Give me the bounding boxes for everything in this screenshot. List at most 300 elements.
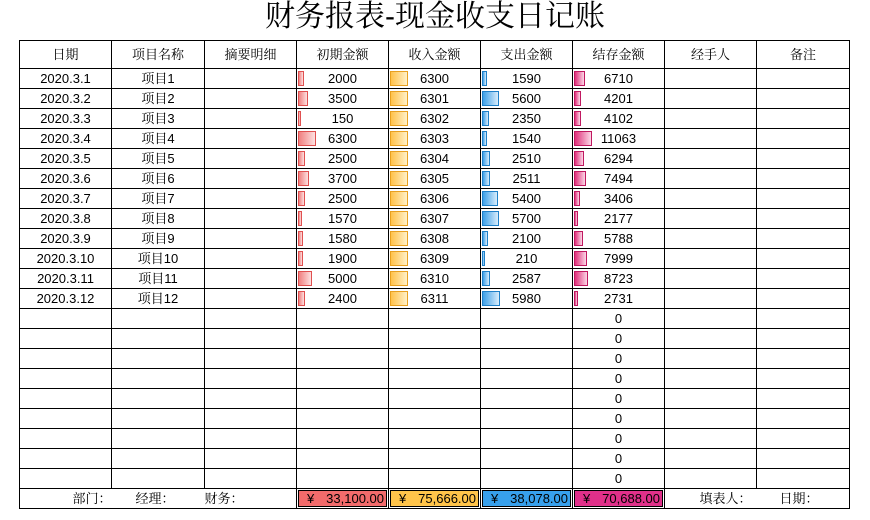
cell-summary[interactable] <box>205 89 297 109</box>
cell-summary[interactable] <box>205 229 297 249</box>
cell-balance-value: 2177 <box>604 211 633 226</box>
header-remark: 备注 <box>757 41 850 69</box>
cell-expense-databar <box>482 251 485 266</box>
cell-balance-databar <box>574 231 583 246</box>
header-row <box>20 41 850 69</box>
cell-handler[interactable] <box>665 229 757 249</box>
empty-cell[interactable] <box>665 369 757 389</box>
cell-date[interactable]: 2020.3.1 <box>20 69 112 89</box>
empty-cell[interactable] <box>665 469 757 489</box>
cell-opening-databar <box>298 71 304 86</box>
empty-cell[interactable] <box>112 449 205 469</box>
cell-opening-value: 1900 <box>328 251 357 266</box>
cell-balance-empty[interactable]: 0 <box>573 469 665 489</box>
cell-opening-databar <box>298 271 312 286</box>
cell-handler[interactable] <box>665 269 757 289</box>
cell-expense-value: 5600 <box>512 91 541 106</box>
filler-label: 填表人： <box>699 491 752 506</box>
cell-income-databar <box>390 191 408 206</box>
empty-cell[interactable] <box>481 449 573 469</box>
header-handler: 经手人 <box>665 41 757 69</box>
empty-cell[interactable] <box>665 349 757 369</box>
cell-balance-databar <box>574 91 581 106</box>
empty-cell[interactable] <box>481 349 573 369</box>
cell-balance-value: 11063 <box>600 131 637 146</box>
cell-income[interactable] <box>389 149 481 169</box>
empty-cell[interactable] <box>297 309 389 329</box>
cell-income[interactable] <box>389 169 481 189</box>
cash-ledger-table <box>19 40 850 509</box>
cell-balance[interactable] <box>573 229 665 249</box>
empty-cell[interactable] <box>20 469 112 489</box>
cell-item-name[interactable]: 项目4 <box>112 129 205 149</box>
cell-item-name[interactable]: 项目1 <box>112 69 205 89</box>
cell-balance-databar <box>574 291 578 306</box>
cell-opening-value: 1580 <box>328 231 357 246</box>
cell-balance[interactable] <box>573 189 665 209</box>
cell-item-name[interactable]: 项目9 <box>112 229 205 249</box>
empty-cell[interactable] <box>20 429 112 449</box>
cell-remark[interactable] <box>757 209 850 229</box>
cell-opening[interactable] <box>297 229 389 249</box>
total-balance-value: 70,688.00 <box>602 491 660 506</box>
cell-item-name[interactable]: 项目3 <box>112 109 205 129</box>
cell-handler[interactable] <box>665 169 757 189</box>
cell-income-databar <box>390 291 408 306</box>
empty-cell[interactable] <box>112 349 205 369</box>
empty-cell[interactable] <box>112 409 205 429</box>
cell-expense-databar <box>482 191 498 206</box>
cell-balance[interactable] <box>573 269 665 289</box>
cell-balance[interactable] <box>573 169 665 189</box>
cell-expense-databar <box>482 151 490 166</box>
cell-opening-databar <box>298 171 309 186</box>
cell-opening[interactable] <box>297 209 389 229</box>
empty-cell[interactable] <box>389 309 481 329</box>
empty-cell[interactable] <box>112 389 205 409</box>
date-label: 日期： <box>779 491 819 506</box>
cell-opening-databar <box>298 231 303 246</box>
cell-income[interactable] <box>389 209 481 229</box>
empty-cell[interactable] <box>665 389 757 409</box>
cell-balance-value: 5788 <box>604 231 633 246</box>
empty-cell[interactable] <box>20 329 112 349</box>
cell-item-name[interactable]: 项目5 <box>112 149 205 169</box>
cell-handler[interactable] <box>665 129 757 149</box>
empty-cell[interactable] <box>205 429 297 449</box>
empty-cell[interactable] <box>757 449 850 469</box>
cell-balance-value: 7999 <box>604 251 633 266</box>
empty-cell[interactable] <box>665 449 757 469</box>
empty-cell[interactable] <box>112 469 205 489</box>
empty-cell[interactable] <box>297 429 389 449</box>
cell-balance-databar <box>574 151 584 166</box>
header-opening: 初期金额 <box>297 41 389 69</box>
empty-row <box>20 349 850 369</box>
empty-cell[interactable] <box>757 349 850 369</box>
empty-cell[interactable] <box>20 309 112 329</box>
empty-cell[interactable] <box>205 309 297 329</box>
cell-date[interactable]: 2020.3.2 <box>20 89 112 109</box>
table-row <box>20 149 850 169</box>
cell-expense-value: 2510 <box>512 151 541 166</box>
cell-expense[interactable] <box>481 169 573 189</box>
empty-cell[interactable] <box>297 409 389 429</box>
cell-income-databar <box>390 271 408 286</box>
cell-expense[interactable] <box>481 109 573 129</box>
cell-expense-value: 5400 <box>512 191 541 206</box>
cell-expense-value: 5980 <box>512 291 541 306</box>
cell-income[interactable] <box>389 189 481 209</box>
cell-income[interactable] <box>389 69 481 89</box>
cell-balance-value: 3406 <box>604 191 633 206</box>
empty-cell[interactable] <box>389 329 481 349</box>
cell-expense-databar <box>482 271 490 286</box>
cell-opening[interactable] <box>297 149 389 169</box>
cell-remark[interactable] <box>757 89 850 109</box>
empty-cell[interactable] <box>112 369 205 389</box>
empty-cell[interactable] <box>297 469 389 489</box>
cell-balance[interactable] <box>573 129 665 149</box>
cell-balance[interactable] <box>573 209 665 229</box>
cell-date[interactable]: 2020.3.9 <box>20 229 112 249</box>
empty-cell[interactable] <box>205 469 297 489</box>
cell-opening[interactable] <box>297 129 389 149</box>
cell-balance-empty[interactable]: 0 <box>573 329 665 349</box>
cell-handler[interactable] <box>665 149 757 169</box>
cell-balance-empty[interactable]: 0 <box>573 349 665 369</box>
total-income-value: 75,666.00 <box>418 491 476 506</box>
empty-cell[interactable] <box>20 409 112 429</box>
cell-balance-empty[interactable]: 0 <box>573 449 665 469</box>
cell-expense[interactable] <box>481 229 573 249</box>
cell-balance[interactable] <box>573 249 665 269</box>
cell-income[interactable] <box>389 269 481 289</box>
empty-cell[interactable] <box>205 349 297 369</box>
cell-remark[interactable] <box>757 129 850 149</box>
cell-summary[interactable] <box>205 149 297 169</box>
cell-summary[interactable] <box>205 169 297 189</box>
cell-balance-value: 6710 <box>604 71 633 86</box>
cell-remark[interactable] <box>757 169 850 189</box>
table-row <box>20 189 850 209</box>
cell-income-value: 6300 <box>420 71 449 86</box>
cell-opening-value: 6300 <box>328 131 357 146</box>
cell-item-name[interactable]: 项目12 <box>112 289 205 309</box>
cell-expense[interactable] <box>481 149 573 169</box>
cell-expense-value: 2350 <box>512 111 541 126</box>
cell-remark[interactable] <box>757 109 850 129</box>
cell-summary[interactable] <box>205 109 297 129</box>
empty-row <box>20 409 850 429</box>
empty-cell[interactable] <box>481 329 573 349</box>
cell-opening-databar <box>298 211 302 226</box>
currency-symbol: ¥ <box>583 491 591 506</box>
empty-row <box>20 309 850 329</box>
table-row <box>20 229 850 249</box>
empty-cell[interactable] <box>481 389 573 409</box>
cell-handler[interactable] <box>665 109 757 129</box>
empty-cell[interactable] <box>481 369 573 389</box>
table-row <box>20 109 850 129</box>
cell-income-value: 6303 <box>420 131 449 146</box>
cell-handler[interactable] <box>665 69 757 89</box>
empty-cell[interactable] <box>112 429 205 449</box>
empty-cell[interactable] <box>205 409 297 429</box>
table-row <box>20 209 850 229</box>
cell-opening[interactable] <box>297 89 389 109</box>
table-row <box>20 129 850 149</box>
cell-expense[interactable] <box>481 249 573 269</box>
cell-balance-value: 2731 <box>604 291 633 306</box>
cell-date[interactable]: 2020.3.10 <box>20 249 112 269</box>
cell-income-databar <box>390 131 408 146</box>
empty-cell[interactable] <box>665 309 757 329</box>
empty-cell[interactable] <box>757 329 850 349</box>
cell-balance[interactable] <box>573 69 665 89</box>
cell-opening[interactable] <box>297 289 389 309</box>
empty-row <box>20 329 850 349</box>
total-income <box>389 489 481 509</box>
header-expense: 支出金额 <box>481 41 573 69</box>
cell-income-databar <box>390 91 408 106</box>
cell-item-name[interactable]: 项目8 <box>112 209 205 229</box>
cell-handler[interactable] <box>665 289 757 309</box>
empty-cell[interactable] <box>20 369 112 389</box>
cell-expense-value: 2511 <box>512 171 541 186</box>
empty-cell[interactable] <box>389 369 481 389</box>
header-balance: 结存金额 <box>573 41 665 69</box>
cell-expense-value: 2100 <box>512 231 541 246</box>
cell-expense-databar <box>482 111 489 126</box>
header-summary: 摘要明细 <box>205 41 297 69</box>
cell-summary[interactable] <box>205 269 297 289</box>
empty-cell[interactable] <box>297 329 389 349</box>
cell-income[interactable] <box>389 89 481 109</box>
cell-item-name[interactable]: 项目7 <box>112 189 205 209</box>
footer-row <box>20 489 850 509</box>
empty-cell[interactable] <box>297 369 389 389</box>
cell-opening-databar <box>298 131 316 146</box>
cell-income-value: 6308 <box>420 231 449 246</box>
signature-cell <box>20 489 297 509</box>
empty-row <box>20 469 850 489</box>
cell-expense[interactable] <box>481 189 573 209</box>
cell-opening-value: 2500 <box>328 191 357 206</box>
cell-opening[interactable] <box>297 189 389 209</box>
cell-income-value: 6304 <box>420 151 449 166</box>
cell-expense[interactable] <box>481 69 573 89</box>
cell-balance-databar <box>574 111 581 126</box>
cell-balance-empty[interactable]: 0 <box>573 409 665 429</box>
empty-cell[interactable] <box>481 309 573 329</box>
cell-balance-empty[interactable]: 0 <box>573 389 665 409</box>
cell-item-name[interactable]: 项目6 <box>112 169 205 189</box>
empty-cell[interactable] <box>297 449 389 469</box>
cell-date[interactable]: 2020.3.5 <box>20 149 112 169</box>
empty-cell[interactable] <box>112 309 205 329</box>
cell-balance-databar <box>574 71 585 86</box>
cell-income-value: 6307 <box>420 211 449 226</box>
cell-expense-databar <box>482 71 487 86</box>
cell-date[interactable]: 2020.3.6 <box>20 169 112 189</box>
cell-expense-value: 1590 <box>512 71 541 86</box>
empty-cell[interactable] <box>20 349 112 369</box>
cell-income[interactable] <box>389 229 481 249</box>
cell-balance[interactable] <box>573 109 665 129</box>
cell-balance[interactable] <box>573 89 665 109</box>
empty-cell[interactable] <box>297 349 389 369</box>
cell-date[interactable]: 2020.3.3 <box>20 109 112 129</box>
cell-opening-value: 2400 <box>328 291 357 306</box>
cell-expense[interactable] <box>481 209 573 229</box>
cell-balance-empty[interactable]: 0 <box>573 429 665 449</box>
cell-opening[interactable] <box>297 169 389 189</box>
cell-opening[interactable] <box>297 69 389 89</box>
cell-balance[interactable] <box>573 149 665 169</box>
empty-cell[interactable] <box>20 449 112 469</box>
cell-summary[interactable] <box>205 189 297 209</box>
cell-balance-empty[interactable]: 0 <box>573 309 665 329</box>
cell-opening[interactable] <box>297 249 389 269</box>
cell-item-name[interactable]: 项目10 <box>112 249 205 269</box>
cell-remark[interactable] <box>757 269 850 289</box>
empty-cell[interactable] <box>20 389 112 409</box>
empty-row <box>20 449 850 469</box>
cell-remark[interactable] <box>757 189 850 209</box>
cell-expense-databar <box>482 91 499 106</box>
empty-cell[interactable] <box>112 329 205 349</box>
cell-remark[interactable] <box>757 289 850 309</box>
cell-income-value: 6309 <box>420 251 449 266</box>
empty-cell[interactable] <box>481 429 573 449</box>
cell-balance-databar <box>574 251 587 266</box>
table-row <box>20 169 850 189</box>
empty-cell[interactable] <box>665 409 757 429</box>
empty-cell[interactable] <box>205 329 297 349</box>
cell-income-value: 6306 <box>420 191 449 206</box>
cell-income-value: 6302 <box>420 111 449 126</box>
cell-summary[interactable] <box>205 209 297 229</box>
empty-cell[interactable] <box>205 449 297 469</box>
cell-balance-empty[interactable]: 0 <box>573 369 665 389</box>
cell-expense[interactable] <box>481 269 573 289</box>
cell-balance[interactable] <box>573 289 665 309</box>
cell-item-name[interactable]: 项目2 <box>112 89 205 109</box>
empty-cell[interactable] <box>389 409 481 429</box>
empty-cell[interactable] <box>757 409 850 429</box>
cell-income[interactable] <box>389 129 481 149</box>
cell-remark[interactable] <box>757 149 850 169</box>
cell-date[interactable]: 2020.3.8 <box>20 209 112 229</box>
cell-income[interactable] <box>389 249 481 269</box>
cell-date[interactable]: 2020.3.12 <box>20 289 112 309</box>
cell-expense-databar <box>482 131 487 146</box>
cell-date[interactable]: 2020.3.4 <box>20 129 112 149</box>
table-row <box>20 289 850 309</box>
cell-opening-databar <box>298 291 305 306</box>
cell-handler[interactable] <box>665 209 757 229</box>
cell-opening-value: 5000 <box>328 271 357 286</box>
empty-cell[interactable] <box>389 469 481 489</box>
cell-expense-databar <box>482 211 499 226</box>
cell-date[interactable]: 2020.3.7 <box>20 189 112 209</box>
total-opening-value: 33,100.00 <box>326 491 384 506</box>
empty-cell[interactable] <box>757 369 850 389</box>
empty-cell[interactable] <box>205 389 297 409</box>
cell-handler[interactable] <box>665 189 757 209</box>
cell-balance-databar <box>574 191 580 206</box>
cell-expense[interactable] <box>481 289 573 309</box>
total-expense <box>481 489 573 509</box>
empty-cell[interactable] <box>389 389 481 409</box>
cell-income-databar <box>390 171 408 186</box>
cell-opening-databar <box>298 91 308 106</box>
cell-summary[interactable] <box>205 249 297 269</box>
empty-cell[interactable] <box>757 429 850 449</box>
cell-balance-databar <box>574 171 586 186</box>
cell-income-value: 6311 <box>420 291 449 306</box>
cell-date[interactable]: 2020.3.11 <box>20 269 112 289</box>
cell-income-databar <box>390 231 408 246</box>
cell-handler[interactable] <box>665 89 757 109</box>
total-opening <box>297 489 389 509</box>
table-row <box>20 249 850 269</box>
header-income: 收入金额 <box>389 41 481 69</box>
empty-cell[interactable] <box>481 469 573 489</box>
empty-cell[interactable] <box>389 349 481 369</box>
empty-cell[interactable] <box>481 409 573 429</box>
empty-cell[interactable] <box>757 309 850 329</box>
cell-summary[interactable] <box>205 289 297 309</box>
empty-cell[interactable] <box>297 389 389 409</box>
cell-opening-value: 2000 <box>328 71 357 86</box>
cell-opening[interactable] <box>297 109 389 129</box>
cell-balance-databar <box>574 271 588 286</box>
cell-income-databar <box>390 211 408 226</box>
table-row <box>20 69 850 89</box>
cell-balance-databar <box>574 211 578 226</box>
manager-label: 经理： <box>135 491 175 506</box>
cell-summary[interactable] <box>205 129 297 149</box>
empty-cell[interactable] <box>665 329 757 349</box>
cell-balance-value: 6294 <box>604 151 633 166</box>
cell-income-value: 6310 <box>420 271 449 286</box>
cell-handler[interactable] <box>665 249 757 269</box>
cell-remark[interactable] <box>757 69 850 89</box>
cell-item-name[interactable]: 项目11 <box>112 269 205 289</box>
filler-cell <box>665 489 850 509</box>
empty-cell[interactable] <box>389 429 481 449</box>
cell-expense[interactable] <box>481 129 573 149</box>
empty-cell[interactable] <box>757 389 850 409</box>
cell-summary[interactable] <box>205 69 297 89</box>
cell-income[interactable] <box>389 289 481 309</box>
empty-row <box>20 429 850 449</box>
cell-opening[interactable] <box>297 269 389 289</box>
empty-cell[interactable] <box>757 469 850 489</box>
cell-income-databar <box>390 151 408 166</box>
empty-cell[interactable] <box>389 449 481 469</box>
cell-income[interactable] <box>389 109 481 129</box>
total-balance <box>573 489 665 509</box>
cell-opening-value: 150 <box>331 111 354 126</box>
cell-remark[interactable] <box>757 249 850 269</box>
cell-expense[interactable] <box>481 89 573 109</box>
empty-cell[interactable] <box>205 369 297 389</box>
empty-cell[interactable] <box>665 429 757 449</box>
cell-remark[interactable] <box>757 229 850 249</box>
